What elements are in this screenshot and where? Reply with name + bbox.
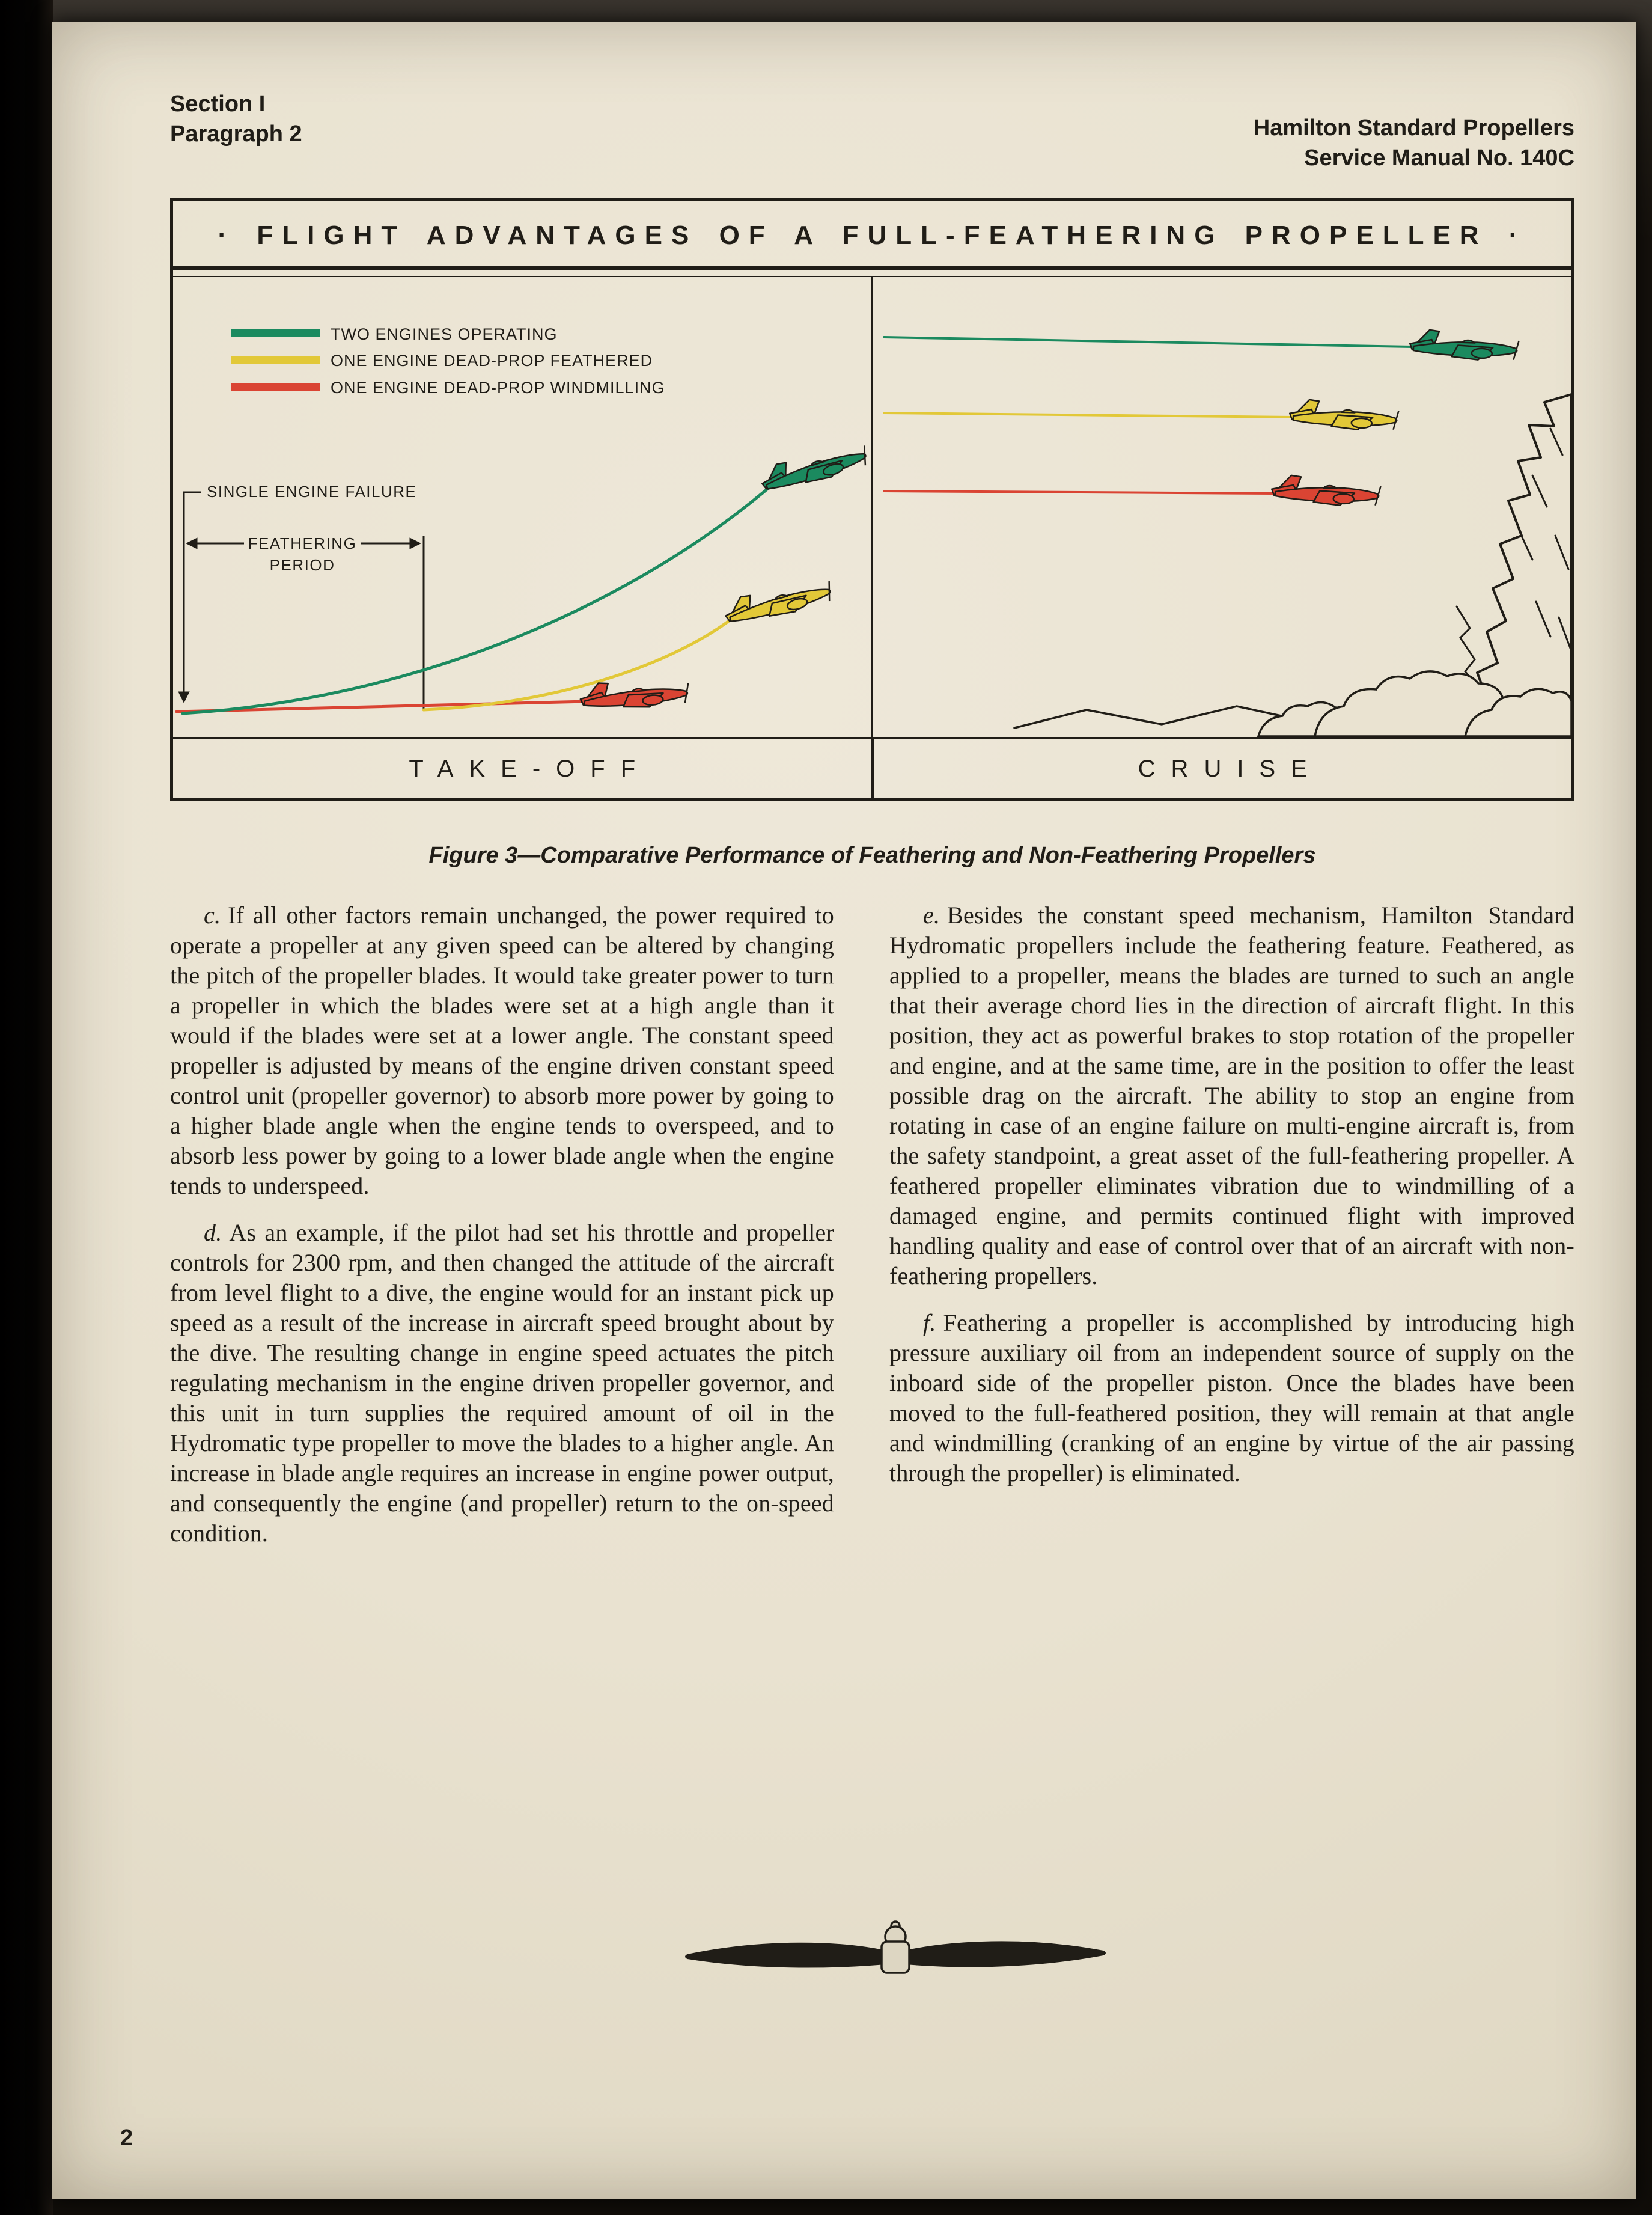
paragraph-text-e: Besides the constant speed mechanism, Hamilton Standard Hydromatic propellers include the feathering feature. Feathered, as applied to a propeller, means the blades are turned to such an angle that their average chord lies in the direction of aircraft flight. In this position, they act as powerful brakes to stop rotation of the propeller and engine, and at the same time, are in the position to offer the least possible drag on the aircraft. The ability to stop an engine from rotating in case of an engine failure on multi-engine aircraft is, from the safety standpoint, a great asset of the full-feathering propeller. A feathered propeller eliminates vibration due to windmilling of a damaged engine, and permits continued flight with improved handling quality and ease of control over that of an aircraft with non-feathering propellers. [889, 902, 1574, 1289]
section-label: Section I [170, 91, 266, 117]
airplane-icon-red-cruise [1271, 475, 1381, 507]
trajectory-green-takeoff [183, 487, 769, 713]
legend-swatch-yellow [231, 356, 320, 364]
cliff-illustration [1014, 394, 1571, 737]
propeller-hub [882, 1942, 909, 1973]
airplane-icon-green-takeoff [758, 438, 870, 497]
airplane-icon-green-cruise [1409, 329, 1519, 361]
paragraph-c [170, 900, 834, 1201]
manual-name: Hamilton Standard Propellers [1253, 115, 1574, 141]
airplane-icon-yellow-takeoff [722, 574, 834, 629]
page-number: 2 [120, 2125, 133, 2151]
trajectory-yellow-cruise [884, 413, 1292, 417]
feathering-period-label-line1: FEATHERING [248, 534, 357, 552]
figure-footer [173, 737, 1571, 798]
paragraph-letter-d: d. [204, 1219, 222, 1246]
figure-title: · FLIGHT ADVANTAGES OF A FULL-FEATHERING PROPELLER · [218, 221, 1527, 250]
paragraph-d [170, 1218, 834, 1548]
panel-label-takeoff: TAKE-OFF [409, 756, 651, 782]
paragraph-letter-c: c. [204, 902, 221, 929]
page-header [170, 89, 1574, 173]
figure-caption: Figure 3—Comparative Performance of Feathering and Non-Feathering Propellers [428, 843, 1316, 868]
title-divider [173, 266, 1571, 277]
body-text [170, 900, 1574, 1548]
single-engine-failure-arrow-icon [184, 492, 201, 701]
airplane-icon-yellow-cruise [1289, 399, 1399, 431]
manual-page [52, 22, 1636, 2199]
legend [231, 325, 665, 397]
paragraph-text-f: Feathering a propeller is accomplished by introducing high pressure auxiliary oil from an independent source of supply on the inboard side of the propeller piston. Once the blades have been moved to the full-feathered position, they will remain at that angle and windmilling (cranking of an engine by virtue of the air passing through the propeller) is eliminated. [889, 1309, 1574, 1486]
paragraph-letter-f: f. [923, 1309, 936, 1336]
propeller-icon [679, 1915, 1112, 1999]
propeller-blade-left [686, 1943, 892, 1967]
trajectory-red-takeoff [177, 701, 587, 712]
figure-3 [170, 198, 1574, 801]
legend-swatch-red [231, 383, 320, 391]
feathering-period-label-line2: PERIOD [269, 556, 335, 574]
manual-heading [1254, 89, 1574, 173]
single-engine-failure-label: SINGLE ENGINE FAILURE [207, 483, 417, 501]
legend-label-feathered: ONE ENGINE DEAD-PROP FEATHERED [331, 352, 653, 370]
paragraph-text-d: As an example, if the pilot had set his throttle and propeller controls for 2300 rpm, and then changed the attitude of the aircraft from level flight to a dive, the engine would for an instant pick up speed as a result of the increase in aircraft speed brought about by the dive. The resulting change in engine speed actuates the pitch regulating mechanism in the engine driven propeller governor, and this unit in turn supplies the required amount of oil in the Hydromatic type propeller to move the blades to a higher angle. An increase in blade angle requires an increase in engine power output, and consequently the engine (and propeller) return to the on-speed condition. [170, 1219, 834, 1547]
panel-label-cruise: CRUISE [871, 739, 1572, 798]
propeller-illustration [679, 1915, 1112, 1999]
left-column [170, 900, 834, 1548]
paragraph-e [889, 900, 1574, 1291]
chart-area [173, 277, 1571, 737]
manual-number: Service Manual No. 140C [1304, 145, 1574, 171]
paragraph-f [889, 1308, 1574, 1488]
figure-chart-svg [173, 277, 1571, 737]
trajectory-green-cruise [884, 337, 1412, 347]
legend-swatch-green [231, 329, 320, 337]
propeller-blade-right [899, 1942, 1105, 1966]
paragraph-label: Paragraph 2 [170, 121, 302, 147]
trajectory-yellow-takeoff [424, 617, 734, 710]
paragraph-letter-e: e. [923, 902, 940, 929]
legend-label-windmilling: ONE ENGINE DEAD-PROP WINDMILLING [331, 379, 665, 397]
legend-label-two-engines: TWO ENGINES OPERATING [331, 325, 558, 343]
trajectory-red-cruise [884, 491, 1274, 493]
section-heading [170, 89, 302, 173]
right-column [889, 900, 1574, 1548]
annotations [184, 483, 424, 711]
paragraph-text-c: If all other factors remain unchanged, the power required to operate a propeller at any given speed can be altered by changing the pitch of the propeller blades. It would take greater power to turn a propeller in which the blades were set at a high angle than it would if the blades were set at a lower angle. The constant speed propeller is adjusted by means of the engine driven constant speed control unit (propeller governor) to absorb more power by going to a higher blade angle when the engine tends to overspeed, and to absorb less power by going to a lower blade angle when the engine tends to underspeed. [170, 902, 834, 1199]
